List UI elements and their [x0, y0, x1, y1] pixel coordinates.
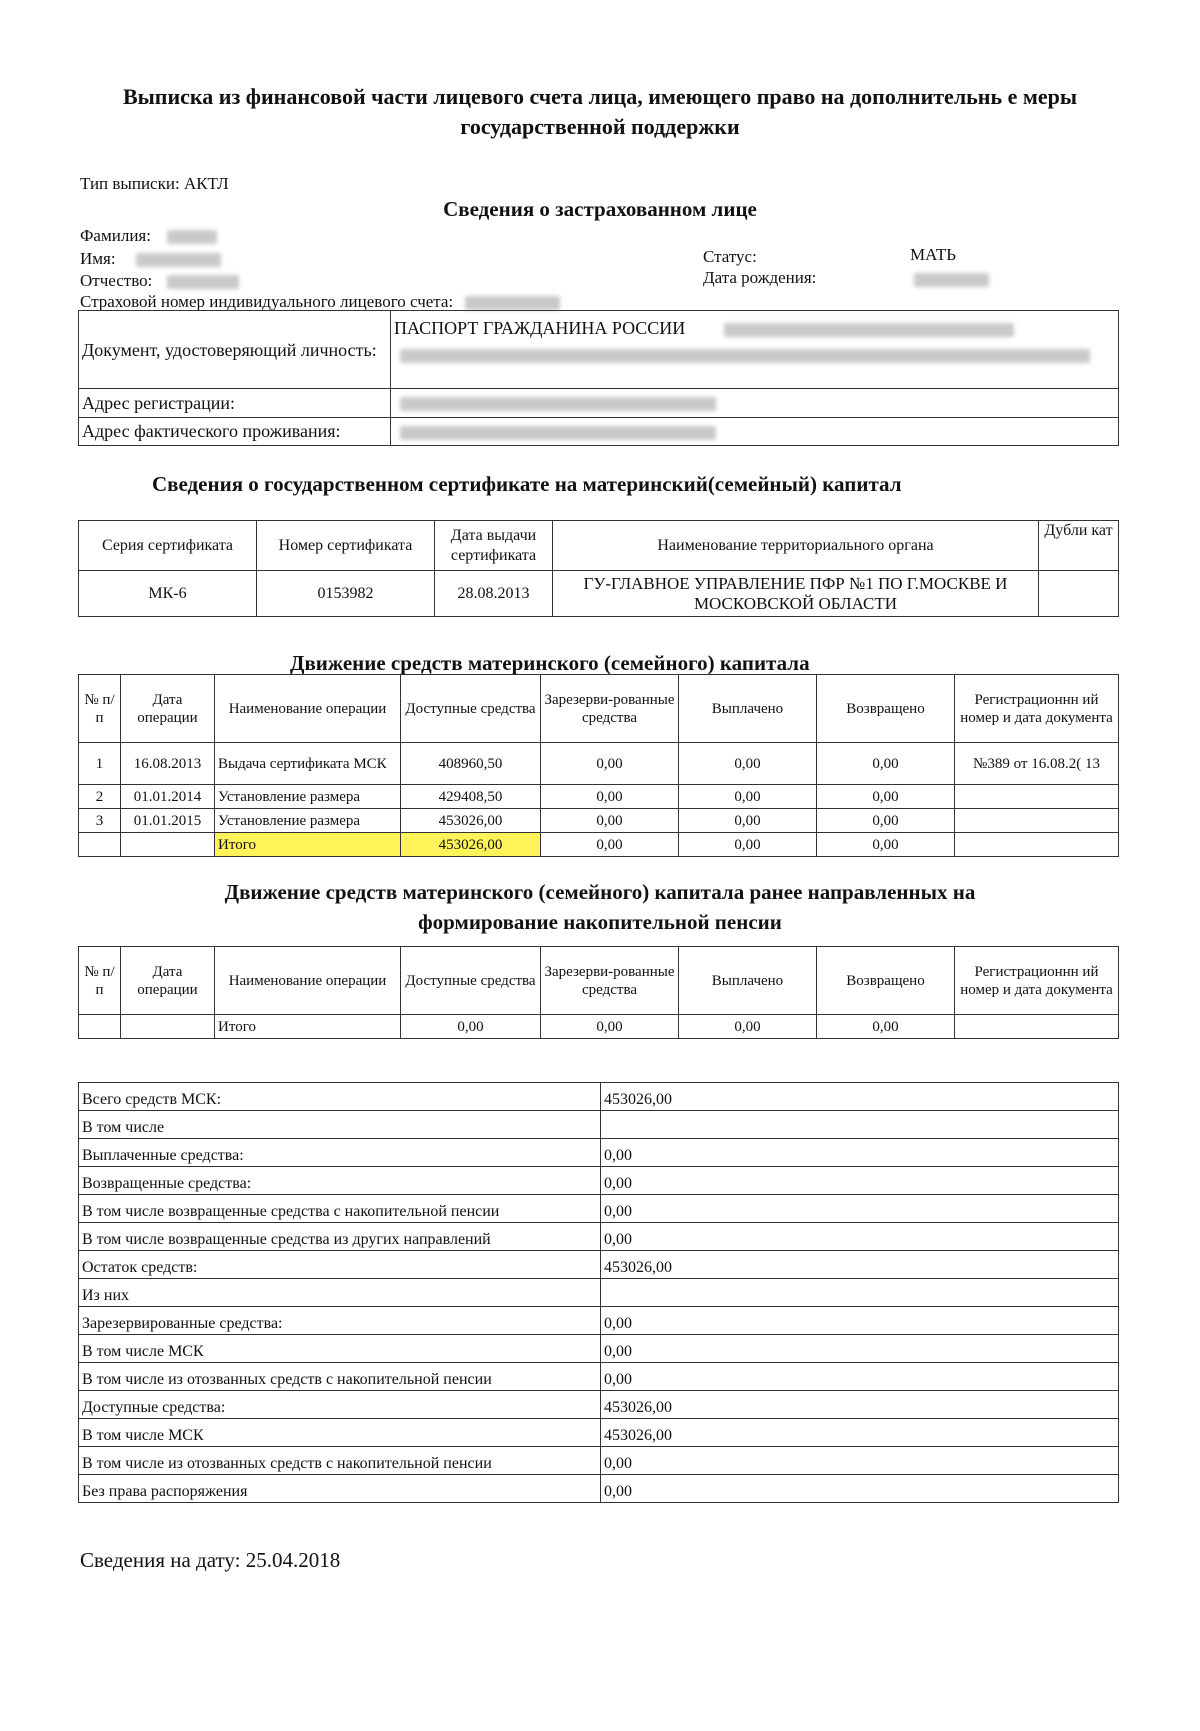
- mv-cell: [955, 785, 1119, 809]
- summary-value: [601, 1279, 1119, 1307]
- pn-header-regnum: Регистрационнн ий номер и дата документа: [955, 947, 1119, 1015]
- identity-doc-value: ПАСПОРТ ГРАЖДАНИНА РОССИИ: [394, 318, 686, 338]
- mv-header-operation: Наименование операции: [215, 675, 401, 743]
- reg-address-label: Адрес регистрации:: [79, 389, 391, 418]
- summary-value: 453026,00: [601, 1251, 1119, 1279]
- summary-value: 453026,00: [601, 1419, 1119, 1447]
- summary-value: 0,00: [601, 1447, 1119, 1475]
- cert-header-date: Дата выдачи сертификата: [435, 521, 553, 571]
- snils-label: Страховой номер индивидуального лицевого счета:: [80, 292, 454, 311]
- mv-cell: 0,00: [817, 833, 955, 857]
- pn-header-operation: Наименование операции: [215, 947, 401, 1015]
- summary-label: Из них: [79, 1279, 601, 1307]
- reg-address-row: [79, 389, 1119, 418]
- cert-date: 28.08.2013: [435, 571, 553, 617]
- actual-address-cell: [391, 418, 1119, 446]
- pension-table: [78, 946, 1119, 1039]
- cert-authority: ГУ-ГЛАВНОЕ УПРАВЛЕНИЕ ПФР №1 ПО Г.МОСКВЕ И МОСКОВСКОЙ ОБЛАСТИ: [553, 571, 1039, 617]
- surname-redacted: [167, 230, 217, 244]
- mv-header-regnum: Регистрационнн ий номер и дата документа: [955, 675, 1119, 743]
- reg-address-redacted: [400, 397, 716, 411]
- mv-cell: [79, 833, 121, 857]
- patronymic-label: Отчество:: [80, 271, 153, 290]
- pn-header-returned: Возвращено: [817, 947, 955, 1015]
- certificate-row: [79, 571, 1119, 617]
- mv-total-label: Итого: [215, 833, 401, 857]
- pension-total-row: [79, 1015, 1119, 1039]
- mv-header-num: № п/п: [79, 675, 121, 743]
- summary-row: [79, 1251, 1119, 1279]
- mv-cell: Установление размера: [215, 785, 401, 809]
- mv-cell: [955, 809, 1119, 833]
- cert-header-authority: Наименование территориального органа: [553, 521, 1039, 571]
- summary-label: В том числе МСК: [79, 1419, 601, 1447]
- mv-header-returned: Возвращено: [817, 675, 955, 743]
- statement-type-label: Тип выписки:: [80, 174, 180, 193]
- pn-cell: [79, 1015, 121, 1039]
- summary-label: В том числе: [79, 1111, 601, 1139]
- summary-row: [79, 1391, 1119, 1419]
- summary-value: 0,00: [601, 1167, 1119, 1195]
- surname-row: [80, 226, 217, 246]
- table-row: [79, 743, 1119, 785]
- cert-number: 0153982: [257, 571, 435, 617]
- summary-label: Без права распоряжения: [79, 1475, 601, 1503]
- summary-label: В том числе МСК: [79, 1335, 601, 1363]
- summary-label: Выплаченные средства:: [79, 1139, 601, 1167]
- summary-value: 0,00: [601, 1307, 1119, 1335]
- summary-row: [79, 1335, 1119, 1363]
- summary-body: [79, 1083, 1119, 1503]
- summary-value: 0,00: [601, 1475, 1119, 1503]
- summary-label: Всего средств МСК:: [79, 1083, 601, 1111]
- mv-cell: 1: [79, 743, 121, 785]
- mv-header-date: Дата операции: [121, 675, 215, 743]
- name-row: [80, 249, 221, 269]
- mv-cell: 429408,50: [401, 785, 541, 809]
- cert-duplicate: [1039, 571, 1119, 617]
- pn-cell: [121, 1015, 215, 1039]
- summary-label: В том числе из отозванных средств с накопительной пенсии: [79, 1363, 601, 1391]
- birthdate-redacted: [914, 273, 989, 287]
- summary-row: [79, 1475, 1119, 1503]
- summary-value: 0,00: [601, 1363, 1119, 1391]
- pension-heading-line1: Движение средств материнского (семейного) капитала ранее направленных на: [224, 880, 976, 904]
- mv-cell: 0,00: [679, 833, 817, 857]
- mv-cell: 01.01.2014: [121, 785, 215, 809]
- summary-value: 0,00: [601, 1223, 1119, 1251]
- passport-issuer-redacted: [400, 349, 1090, 363]
- pn-cell: 0,00: [401, 1015, 541, 1039]
- summary-label: В том числе возвращенные средства из других направлений: [79, 1223, 601, 1251]
- mv-cell: 0,00: [541, 833, 679, 857]
- summary-row: [79, 1279, 1119, 1307]
- table-row: [79, 785, 1119, 809]
- patronymic-row: [80, 271, 239, 291]
- summary-label: Доступные средства:: [79, 1391, 601, 1419]
- mv-cell: 408960,50: [401, 743, 541, 785]
- report-date-value: 25.04.2018: [245, 1548, 341, 1572]
- summary-label: В том числе возвращенные средства с накопительной пенсии: [79, 1195, 601, 1223]
- passport-number-redacted: [724, 323, 1014, 337]
- summary-row: [79, 1447, 1119, 1475]
- pn-header-date: Дата операции: [121, 947, 215, 1015]
- document-title: Выписка из финансовой части лицевого счета лица, имеющего право на дополнительнь е меры государственной поддержки: [122, 84, 1078, 139]
- mv-cell: 0,00: [541, 785, 679, 809]
- pn-cell: 0,00: [541, 1015, 679, 1039]
- mv-header-paid: Выплачено: [679, 675, 817, 743]
- mv-header-available: Доступные средства: [401, 675, 541, 743]
- identity-doc-row: [79, 311, 1119, 389]
- mv-total-available: 453026,00: [401, 833, 541, 857]
- pn-header-num: № п/п: [79, 947, 121, 1015]
- pn-header-available: Доступные средства: [401, 947, 541, 1015]
- actual-address-redacted: [400, 426, 716, 440]
- summary-value: 0,00: [601, 1139, 1119, 1167]
- summary-label: Зарезервированные средства:: [79, 1307, 601, 1335]
- summary-value: 0,00: [601, 1335, 1119, 1363]
- identity-doc-label: Документ, удостоверяющий личность:: [79, 311, 391, 389]
- movement-heading: Движение средств материнского (семейного) капитала: [290, 651, 810, 675]
- status-value: МАТЬ: [910, 245, 957, 264]
- mv-cell: 0,00: [679, 809, 817, 833]
- summary-table: [78, 1082, 1119, 1503]
- report-date-label: Сведения на дату:: [80, 1548, 241, 1572]
- certificate-table: [78, 520, 1119, 617]
- summary-row: [79, 1139, 1119, 1167]
- certificate-heading: Сведения о государственном сертификате на материнский(семейный) капитал: [152, 472, 902, 496]
- mv-cell: 0,00: [817, 785, 955, 809]
- mv-cell: 0,00: [679, 785, 817, 809]
- movement-header-row: [79, 675, 1119, 743]
- pension-heading-line2: формирование накопительной пенсии: [418, 910, 782, 934]
- summary-row: [79, 1083, 1119, 1111]
- pn-total-label: Итого: [215, 1015, 401, 1039]
- reg-address-cell: [391, 389, 1119, 418]
- mv-header-reserved: Зарезерви-рованные средства: [541, 675, 679, 743]
- actual-address-label: Адрес фактического проживания:: [79, 418, 391, 446]
- surname-label: Фамилия:: [80, 226, 151, 245]
- summary-row: [79, 1307, 1119, 1335]
- mv-cell: [955, 833, 1119, 857]
- pn-cell: 0,00: [679, 1015, 817, 1039]
- insured-heading: Сведения о застрахованном лице: [443, 197, 757, 221]
- summary-label: Остаток средств:: [79, 1251, 601, 1279]
- certificate-header-row: [79, 521, 1119, 571]
- summary-row: [79, 1167, 1119, 1195]
- pn-header-reserved: Зарезерви-рованные средства: [541, 947, 679, 1015]
- summary-row: [79, 1363, 1119, 1391]
- movement-table: [78, 674, 1119, 857]
- pn-header-paid: Выплачено: [679, 947, 817, 1015]
- identity-doc-cell: [391, 311, 1119, 389]
- summary-label: В том числе из отозванных средств с накопительной пенсии: [79, 1447, 601, 1475]
- mv-cell: 0,00: [817, 809, 955, 833]
- movement-total-row: [79, 833, 1119, 857]
- summary-value: 453026,00: [601, 1391, 1119, 1419]
- mv-cell: 0,00: [817, 743, 955, 785]
- name-redacted: [136, 253, 221, 267]
- mv-cell: 16.08.2013: [121, 743, 215, 785]
- pn-cell: [955, 1015, 1119, 1039]
- pn-cell: 0,00: [817, 1015, 955, 1039]
- statement-type-value: АКТЛ: [183, 174, 229, 193]
- mv-cell: 0,00: [541, 743, 679, 785]
- patronymic-redacted: [167, 275, 239, 289]
- mv-cell: 0,00: [541, 809, 679, 833]
- report-date: [80, 1548, 340, 1573]
- mv-cell: Выдача сертификата МСК: [215, 743, 401, 785]
- birthdate-label: Дата рождения:: [703, 268, 817, 287]
- mv-cell: 453026,00: [401, 809, 541, 833]
- cert-header-number: Номер сертификата: [257, 521, 435, 571]
- mv-cell: [121, 833, 215, 857]
- summary-row: [79, 1223, 1119, 1251]
- summary-value: 0,00: [601, 1195, 1119, 1223]
- mv-cell: 01.01.2015: [121, 809, 215, 833]
- summary-row: [79, 1195, 1119, 1223]
- pension-header-row: [79, 947, 1119, 1015]
- cert-header-duplicate: Дубли кат: [1039, 521, 1119, 571]
- statement-type: [80, 174, 229, 194]
- summary-value: [601, 1111, 1119, 1139]
- summary-value: 453026,00: [601, 1083, 1119, 1111]
- cert-series: МК-6: [79, 571, 257, 617]
- snils-redacted: [465, 296, 560, 310]
- cert-header-series: Серия сертификата: [79, 521, 257, 571]
- summary-row: [79, 1111, 1119, 1139]
- mv-cell: 3: [79, 809, 121, 833]
- summary-row: [79, 1419, 1119, 1447]
- summary-label: Возвращенные средства:: [79, 1167, 601, 1195]
- snils-row: [80, 292, 560, 312]
- table-row: [79, 809, 1119, 833]
- mv-cell: №389 от 16.08.2( 13: [955, 743, 1119, 785]
- birthdate-row: [914, 269, 989, 289]
- identity-table: [78, 310, 1119, 446]
- mv-cell: 2: [79, 785, 121, 809]
- mv-cell: 0,00: [679, 743, 817, 785]
- name-label: Имя:: [80, 249, 116, 268]
- mv-cell: Установление размера: [215, 809, 401, 833]
- actual-address-row: [79, 418, 1119, 446]
- status-label: Статус:: [703, 247, 757, 266]
